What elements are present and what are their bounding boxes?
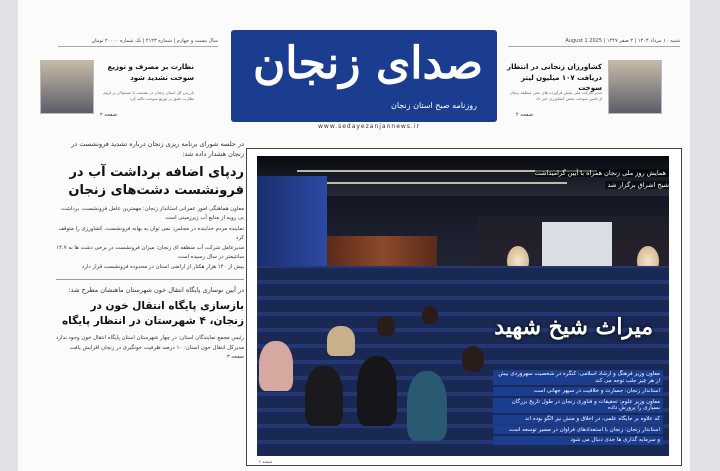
story-lede: در جلسه شورای برنامه ریزی زنجان درباره تشدید فرونشست در زنجان هشدار داده شد: — [71, 140, 244, 158]
top-right-page-ref: صفحه ۴ — [516, 112, 533, 118]
page-ref: صفحه ۲ — [259, 459, 273, 464]
audience-member — [259, 341, 293, 391]
main-headline[interactable]: میراث شیخ شهید — [494, 314, 653, 340]
photo-caption: همایش روز ملی زنجان همراه با آیین گرامیداشت شیخ اشراق برگزار شد — [534, 169, 669, 189]
story-headline[interactable]: بازسازی پایگاه انتقال خون در زنجان، ۴ شهرستان در انتظار پایگاه — [61, 300, 244, 328]
page-ref: صفحه ۳ — [227, 354, 244, 361]
top-left-news-box[interactable] — [40, 52, 196, 118]
bullet-line: و سرمایه گذاری ها جدی دنبال می شود — [493, 436, 663, 445]
left-news-column — [56, 140, 244, 360]
top-left-page-ref: صفحه ۲ — [100, 112, 117, 118]
newspaper-title: صدای زنجان — [252, 38, 483, 89]
audience-member — [305, 366, 343, 426]
masthead — [231, 30, 497, 122]
top-left-body: بازرس کل استان زنجان در نشست با مسئولان بر لزوم نظارت دقیق بر توزیع سوخت تاکید کرد — [103, 90, 194, 101]
top-right-body: مدیر شرکت ملی پخش فرآورده های نفتی منطقه زنجان از تامین سوخت بخش کشاورزی خبر داد — [509, 90, 602, 101]
official-portrait — [40, 60, 94, 114]
story-paragraph: مدیرکل انتقال خون استان: ۱۰ درصد ظرفیت خونگیری در زنجان افزایش یافت — [69, 344, 244, 351]
website-url[interactable]: www.sedayezanjannews.ir — [318, 123, 420, 130]
story-paragraph: معاون هماهنگی امور عمرانی استاندار زنجان: مهمترین عامل فرونشست، برداشت بی رویه از منابع آب زیرزمینی است — [61, 206, 244, 222]
conference-hall-photo — [257, 156, 669, 456]
story-paragraph: رئیس مجمع نمایندگان استان: در چهار شهرستان استان پایگاه انتقال خون وجود ندارد — [55, 334, 244, 341]
audience-member — [422, 306, 438, 324]
top-right-headline: کشاورزان زنجانی در انتظار دریافت ۱۰۷ میلیون لیتر سوخت — [507, 63, 602, 92]
bullet-line: استاندار زنجان: جسارت و خلاقیت در سپهر جهانی است — [493, 387, 663, 396]
story-paragraph: بیش از ۱۴۰ هزار هکتار از اراضی استان در محدوده فرونشست قرار دارد — [81, 264, 244, 271]
newspaper-subtitle: روزنامه صبح استان زنجان — [390, 101, 477, 110]
official-portrait — [608, 60, 662, 114]
audience-member — [357, 356, 397, 426]
bullet-line: معاون وزیر فرهنگ و ارشاد اسلامی: کنگره در شخصیت سهروردی بیش از هر چیز جلب توجه می کند — [493, 370, 663, 385]
bullet-line: استاندار زنجان: زنجان با استعدادهای فراوان در مسیر توسعه است — [493, 426, 663, 435]
page-margin-right — [690, 0, 720, 471]
audience-member — [377, 316, 395, 336]
newspaper-front-page — [18, 0, 690, 471]
story-headline[interactable]: ردپای اضافه برداشت آب در فرونشست دشت‌های زنجان — [68, 164, 244, 199]
main-photo-story[interactable] — [246, 148, 682, 466]
highlight-bullets — [493, 370, 663, 447]
story-paragraph: نماینده مردم خدابنده در مجلس: نمی توان به بهانه فرونشست، کشاورزی را متوقف کرد — [58, 225, 244, 241]
story-paragraph: مدیرعامل شرکت آب منطقه ای زنجان: میزان فرونشست در برخی دشت ها به ۱۴.۷ سانتیمتر در سال رسیده است — [56, 244, 244, 261]
top-right-news-box[interactable] — [506, 52, 662, 118]
issue-info: سال بیست و چهارم | شماره ۴۱۲۳ | تک شماره ۲۰۰۰۰ تومان — [58, 38, 218, 47]
bullet-line: که علاوه بر جایگاه علمی، در اخلاق و منش نیز الگو بوده اند — [493, 415, 663, 424]
page-margin-left — [0, 0, 18, 471]
top-left-headline: نظارت بر مصرف و توزیع سوخت تشدید شود — [107, 63, 194, 82]
audience-member — [327, 326, 355, 356]
bullet-line: معاون وزیر علوم: تحقیقات و فناوری زنجان در طول تاریخ بزرگان بسیاری را پرورش داده — [493, 398, 663, 413]
story-lede: در آیین نوسازی پایگاه انتقال خون شهرستان ماهنشان مطرح شد: — [68, 285, 244, 294]
dateline: شنبه ۱۰ مرداد ۱۴۰۴ | ۲ صفر ۱۴۴۷ | 2025 August 1 — [508, 38, 680, 47]
audience-member — [462, 346, 484, 372]
divider — [56, 279, 244, 280]
projection-screen — [542, 222, 612, 268]
audience-member — [407, 371, 447, 441]
